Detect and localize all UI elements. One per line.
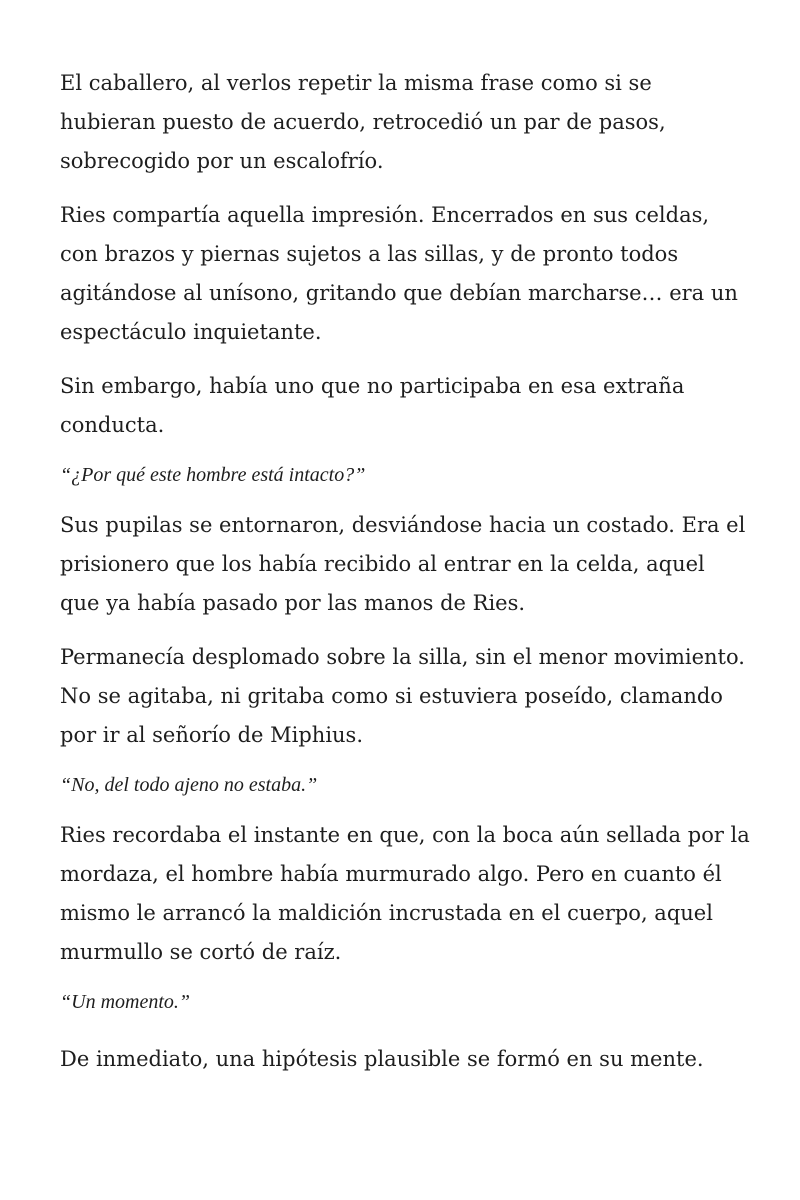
paragraph: Ries compartía aquella impresión. Encerrados en sus celdas, con brazos y piernas sujetos a las sillas, y de pronto todos agitándose al unísono, gritando que debían marcharse… era un espectáculo inquietante. (60, 203, 738, 344)
paragraph: Sus pupilas se entornaron, desviándose hacia un costado. Era el prisionero que los había recibido al entrar en la celda, aquel que ya había pasado por las manos de Ries. (60, 513, 746, 615)
paragraph: Sin embargo, había uno que no participaba en esa extraña conducta. (60, 374, 685, 437)
paragraph: Permanecía desplomado sobre la silla, sin el menor movimiento. No se agitaba, ni gritaba como si estuviera poseído, clamando por ir al señorío de Miphius. (60, 645, 745, 747)
paragraph: De inmediato, una hipótesis plausible se formó en su mente. (60, 1047, 704, 1071)
italic-thought: “¿Por qué este hombre está intacto?” (60, 464, 366, 486)
paragraph: El caballero, al verlos repetir la misma frase como si se hubieran puesto de acuerdo, retrocedió un par de pasos, sobrecogido por un escalofrío. (60, 71, 666, 173)
italic-thought: “Un momento.” (60, 991, 191, 1013)
document-page (60, 64, 750, 1094)
italic-thought: “No, del todo ajeno no estaba.” (60, 774, 318, 796)
paragraph: Ries recordaba el instante en que, con la boca aún sellada por la mordaza, el hombre había murmurado algo. Pero en cuanto él mismo le arrancó la maldición incrustada en el cuerpo, aquel murmullo se cortó de raíz. (60, 823, 750, 964)
